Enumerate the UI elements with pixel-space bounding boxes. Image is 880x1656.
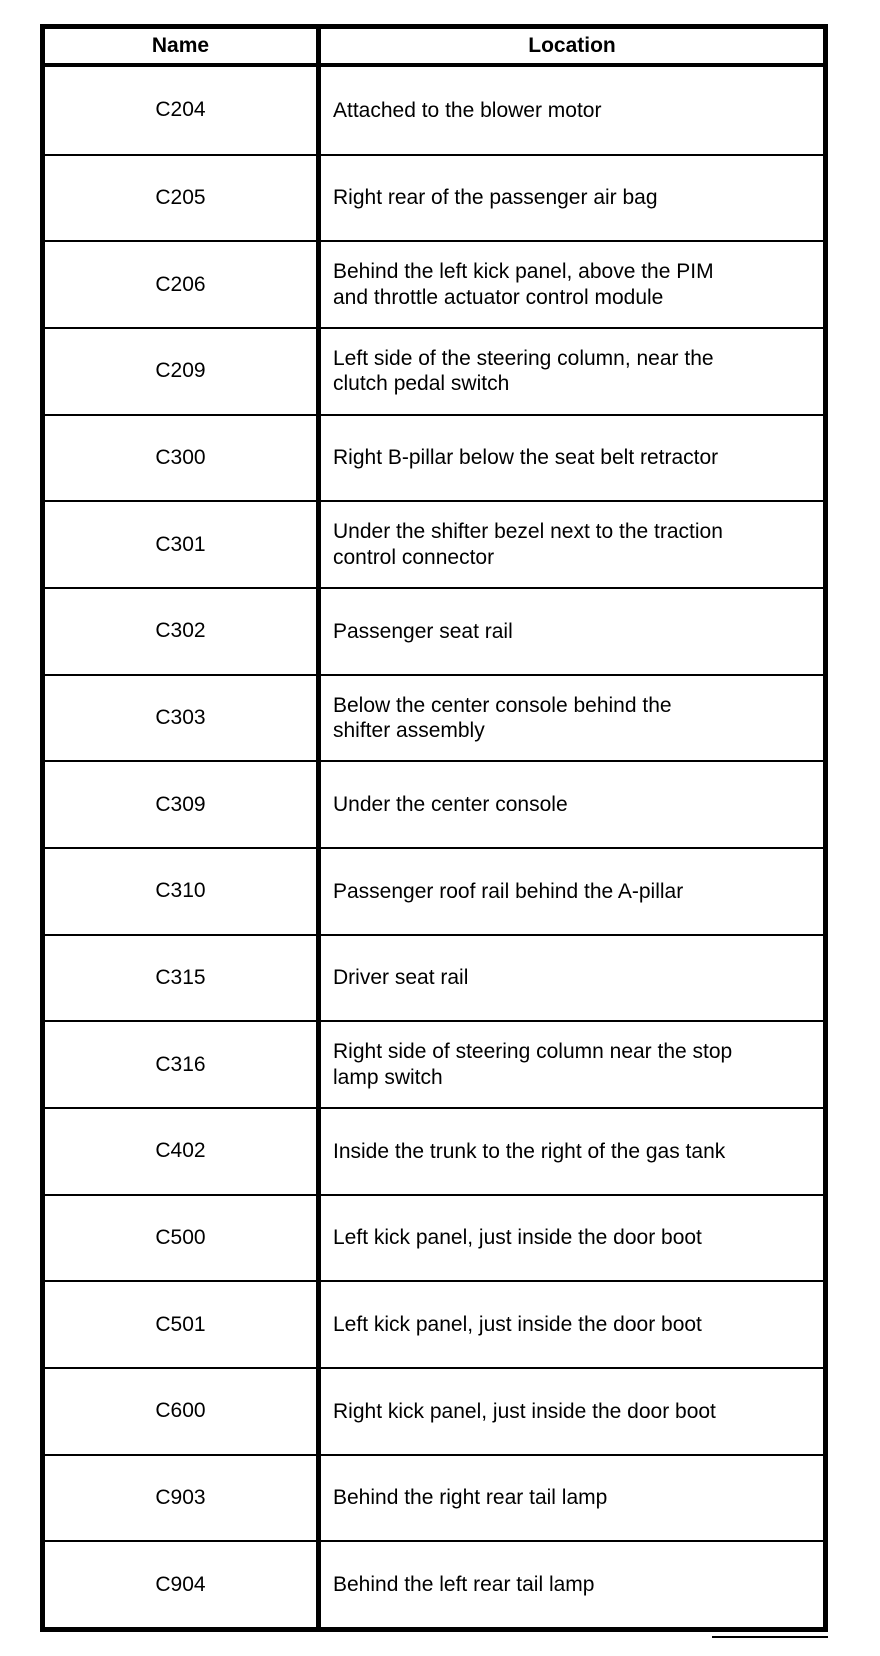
row-location-cell: Attached to the blower motor [333,98,602,122]
row-name-cell: C302 [45,587,321,674]
row-location-cell: Passenger seat rail [321,587,823,674]
row-name-cell: C310 [45,847,321,934]
row-name-cell: C303 [45,674,321,761]
row-name-cell: C316 [45,1020,321,1107]
row-location-cell: Below the center console behind the shifter assembly [321,674,823,761]
row-location-cell: Behind the left rear tail lamp [321,1540,823,1627]
row-location-cell: Left kick panel, just inside the door boot [321,1280,823,1367]
connector-location-table [40,24,828,1632]
row-name-cell: C500 [45,1194,321,1281]
row-location-cell: Behind the right rear tail lamp [321,1454,823,1541]
row-location-cell: Driver seat rail [321,934,823,1021]
header-location: Location [321,29,823,67]
row-location-cell: Left side of the steering column, near the clutch pedal switch [321,327,823,414]
row-location-cell: Under the shifter bezel next to the traction control connector [321,500,823,587]
row-name-cell: C903 [45,1454,321,1541]
row-name-cell: C300 [45,414,321,501]
row-name-cell: C204 [45,67,321,154]
row-location-cell: Left kick panel, just inside the door boot [321,1194,823,1281]
row-name-cell: C402 [45,1107,321,1194]
row-location-cell: Right side of steering column near the stop lamp switch [321,1020,823,1107]
row-name-cell: C315 [45,934,321,1021]
header-name: Name [45,29,321,67]
row-name-cell: C205 [45,154,321,241]
row-location-cell: Inside the trunk to the right of the gas tank [321,1107,823,1194]
row-location-cell: Under the center console [321,760,823,847]
row-name-cell: C600 [45,1367,321,1454]
row-name-cell: C501 [45,1280,321,1367]
row-name-cell: C209 [45,327,321,414]
row-location-cell: Right rear of the passenger air bag [321,154,823,241]
row-location-cell: Passenger roof rail behind the A-pillar [321,847,823,934]
row-location-cell: Behind the left kick panel, above the PIM and throttle actuator control module [321,240,823,327]
row-name-cell: C206 [45,240,321,327]
row-location-cell: Right kick panel, just inside the door boot [321,1367,823,1454]
footer-rule [712,1636,828,1638]
row-name-cell: C301 [45,500,321,587]
row-name-cell: C904 [45,1540,321,1627]
row-location-cell: Right B-pillar below the seat belt retractor [321,414,823,501]
row-name-cell: C309 [45,760,321,847]
